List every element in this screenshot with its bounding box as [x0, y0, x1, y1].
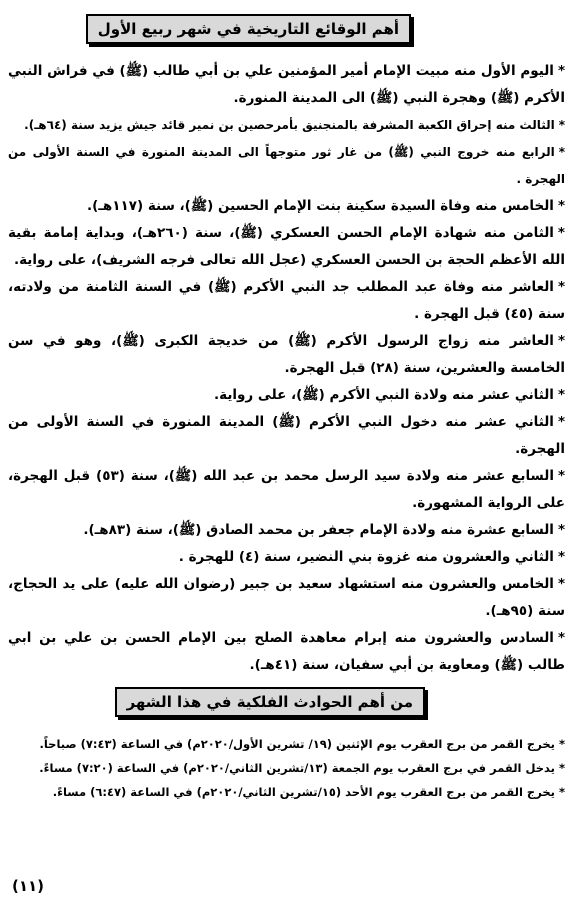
historical-events-list [8, 58, 565, 679]
bullet: * [558, 785, 565, 799]
bullet: * [557, 549, 565, 565]
list-item [8, 274, 565, 328]
bullet: * [557, 576, 565, 592]
list-item [8, 517, 565, 544]
list-item [8, 382, 565, 409]
list-item [8, 112, 565, 139]
list-item [10, 732, 565, 756]
list-item-text: السابع عشرة منه ولادة الإمام جعفر بن محمد الصادق (ﷺ)، سنة (٨٣هـ). [83, 522, 554, 538]
list-item [8, 139, 565, 193]
section-title-historical-events: أهم الوقائع التاريخية في شهر ربيع الأول [86, 14, 411, 44]
bullet: * [557, 63, 565, 79]
list-item-text: يدخل القمر في برج العقرب يوم الجمعة (١٣/تشرين الثاني/٢٠٢٠م) في الساعة (٧:٢٠) مساءً. [39, 761, 555, 775]
list-item-text: العاشر منه زواج الرسول الأكرم (ﷺ) من خديجة الكبرى (ﷺ)، وهو في سن الخامسة والعشرين، سنة (٢٨) قبل الهجرة. [8, 333, 565, 376]
list-item-text: الخامس منه وفاة السيدة سكينة بنت الإمام الحسين (ﷺ)، سنة (١١٧هـ). [86, 198, 554, 214]
list-item [8, 571, 565, 625]
list-item-text: الثالث منه إحراق الكعبة المشرفة بالمنجنيق بأمرحصين بن نمير قائد جيش يزيد سنة (٦٤هـ). [24, 118, 555, 132]
list-item [8, 328, 565, 382]
list-item-text: يخرج القمر من برج العقرب يوم الأحد (١٥/تشرين الثاني/٢٠٢٠م) في الساعة (٦:٤٧) مساءً. [52, 785, 555, 799]
list-item [8, 544, 565, 571]
bullet: * [557, 387, 565, 403]
list-item [8, 463, 565, 517]
list-item [8, 193, 565, 220]
bullet: * [557, 333, 565, 349]
astronomical-events-list [10, 732, 565, 804]
bullet: * [558, 737, 565, 751]
bullet: * [558, 118, 565, 132]
bullet: * [558, 145, 565, 159]
list-item-text: الخامس والعشرون منه استشهاد سعيد بن جبير (رضوان الله عليه) على يد الحجاج، سنة (٩٥هـ). [8, 576, 565, 619]
list-item [10, 756, 565, 780]
list-item-text: اليوم الأول منه مبيت الإمام أمير المؤمنين علي بن أبي طالب (ﷺ) في فراش النبي الأكرم (ﷺ) وهجرة النبي (ﷺ) الى المدينة المنورة. [8, 63, 565, 106]
bullet: * [557, 198, 565, 214]
list-item-text: العاشر منه وفاة عبد المطلب جد النبي الأكرم (ﷺ) في السنة الثامنة من ولادته، سنة (٤٥) قبل الهجرة . [8, 279, 565, 322]
list-item-text: الرابع منه خروج النبي (ﷺ) من غار ثور متوجهاً الى المدينة المنورة في السنة الأولى من الهجرة . [8, 145, 565, 186]
list-item-text: السابع عشر منه ولادة سيد الرسل محمد بن عبد الله (ﷺ)، سنة (٥٣) قبل الهجرة، على الرواية المشهورة. [8, 468, 565, 511]
list-item [8, 625, 565, 679]
list-item-text: يخرج القمر من برج العقرب يوم الإثنين (١٩/ تشرين الأول/٢٠٢٠م) في الساعة (٧:٤٣) صباحاً. [39, 737, 555, 751]
bullet: * [557, 225, 565, 241]
bullet: * [557, 468, 566, 484]
list-item-text: الثاني عشر منه ولادة النبي الأكرم (ﷺ)، على رواية. [214, 387, 554, 403]
section-title-astronomical-events: من أهم الحوادث الفلكية في هذا الشهر [115, 687, 425, 717]
page-number: (١١) [12, 877, 45, 895]
bullet: * [557, 414, 565, 430]
list-item [8, 220, 565, 274]
bullet: * [557, 279, 565, 295]
list-item-text: السادس والعشرون منه إبرام معاهدة الصلح بين الإمام الحسن بن علي بن ابي طالب (ﷺ) ومعاوية بن أبي سفيان، سنة (٤١هـ). [8, 630, 565, 673]
bullet: * [557, 630, 565, 646]
list-item-text: الثامن منه شهادة الإمام الحسن العسكري (ﷺ)، سنة (٢٦٠هـ)، وبداية إمامة بقية الله الأعظم الحجة بن الحسن العسكري (عجل الله تعالى فرجه الشريف)، على رواية. [8, 225, 565, 268]
bullet: * [557, 522, 565, 538]
list-item [10, 780, 565, 804]
bullet: * [558, 761, 565, 775]
list-item [8, 409, 565, 463]
list-item-text: الثاني والعشرون منه غزوة بني النضير، سنة (٤) للهجرة . [178, 549, 554, 565]
list-item [8, 58, 565, 112]
list-item-text: الثاني عشر منه دخول النبي الأكرم (ﷺ) المدينة المنورة في السنة الأولى من الهجرة. [8, 414, 565, 457]
